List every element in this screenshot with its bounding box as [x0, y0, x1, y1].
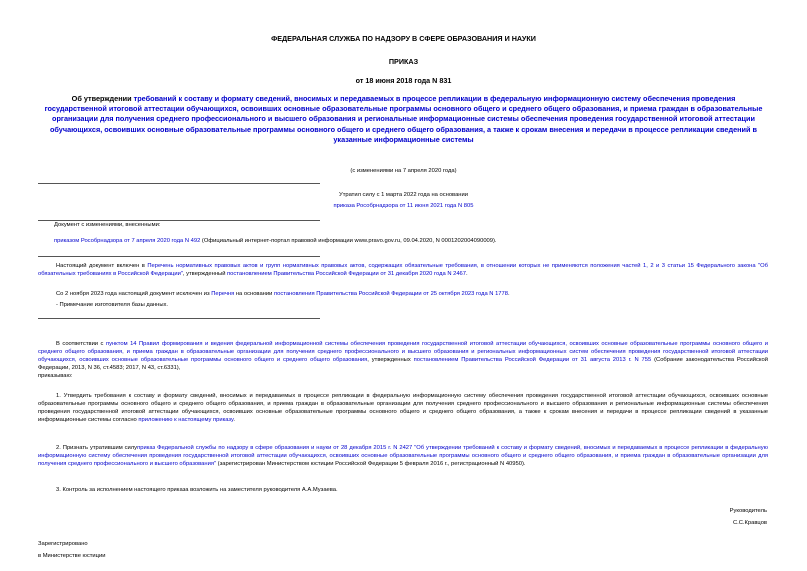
- title-requirements-link[interactable]: требований к составу и формату сведений, вносимых и передаваемых в процессе репликации в федеральную информационную систему обеспечения проведения государственной итоговой аттестации обучающихся, освоивших основные образовательные программы основного общего и среднего общего образования, и приема граждан в образовательные организации для получения среднего профессионального и высшего образования и региональные информационные системы обеспечения проведения государственной итоговой аттестации обучающихся, освоивших основные образовательные программы основного общего и среднего общего образования, а также к срокам внесения и передачи в процессе репликации сведений в указанные информационные системы: [44, 94, 763, 144]
- changes-source: (Официальный интернет-портал правовой информации www.pravo.gov.ru, 09.04.2020, N 0001202004090009).: [200, 238, 497, 244]
- divider: [38, 183, 320, 184]
- government-decree-2467-link[interactable]: постановлением Правительства Российской Федерации от 31 декабря 2020 года N 2467: [227, 270, 467, 277]
- signatory-role: Руководитель: [729, 508, 767, 514]
- database-note: - Примечание изготовителя базы данных.: [56, 302, 169, 308]
- clause-3: 3. Контроль за исполнением настоящего приказа возложить на заместителя руководителя А.А.Музаева.: [56, 487, 338, 493]
- note-text: .: [507, 291, 510, 297]
- divider: [38, 220, 320, 221]
- changes-line: [54, 238, 784, 246]
- amendment-note: (с изменениями на 7 апреля 2020 года): [350, 168, 457, 174]
- preamble: [38, 341, 768, 381]
- body-text: 1. Утвердить требования к составу и формату сведений, вносимых и передаваемых в процессе репликации в федеральную информационную систему обеспечения проведения государственной итоговой аттестации обучающихся, освоивших основные образовательные программы основного общего и среднего общего образования, и приема граждан в образовательные организации для получения среднего профессионального и высшего образования и региональные информационные системы обеспечения проведения государственной итоговой аттестации обучающихся, освоивших основные образовательные программы основного общего и среднего общего образования, а также к срокам внесения и передачи в процессе репликации сведений в указанные информационные системы согласно: [38, 393, 768, 423]
- note-text: на основании: [234, 291, 274, 297]
- registration-label: Зарегистрировано: [38, 541, 88, 547]
- document-title: [44, 94, 763, 145]
- body-text: , утвержденных: [367, 356, 414, 363]
- appendix-link[interactable]: приложению к настоящему приказу: [138, 416, 234, 423]
- body-text: В соответствии с: [56, 341, 106, 347]
- government-decree-1778-link[interactable]: постановления Правительства Российской Федерации от 25 октября 2023 года N 1778: [273, 291, 508, 297]
- divider: [38, 256, 320, 257]
- clause-1: [38, 393, 768, 425]
- title-prefix: Об утверждении: [71, 94, 134, 103]
- registration-ministry: в Министерстве юстиции: [38, 553, 106, 559]
- document-type: ПРИКАЗ: [388, 57, 419, 66]
- changes-label: Документ с изменениями, внесенными:: [54, 222, 161, 228]
- list-of-acts-link[interactable]: Перечень нормативных правовых актов и групп нормативных правовых актов, содержащих обязательные требования, в отношении которых не применяются положения частей 1, 2 и 3 статьи 15 Федерального закона "Об обязательных требованиях в Российской Федерации": [38, 263, 768, 277]
- repeal-order-link[interactable]: приказа Рособрнадзора от 11 июня 2021 года N 805: [333, 203, 474, 209]
- body-text: (Собрание законодательства Российской Федерации, 2013, N 36, ст.4583; 2017, N 43, ст.6331),: [38, 356, 768, 371]
- note-text: .: [466, 270, 468, 277]
- body-text: .: [233, 416, 235, 423]
- rules-clause-14-link[interactable]: пунктом 14 Правил формирования и ведения федеральной информационной системы обеспечения проведения государственной итоговой аттестации обучающихся, освоивших основные образовательные программы основного общего и среднего общего образования, и приема граждан в образовательные организации для получения среднего профессионального и высшего образования и региональных информационных систем обеспечения проведения государственной итоговой аттестации обучающихся, освоивших основные образовательные программы основного общего и среднего общего образования: [38, 341, 769, 363]
- note-text: Со 2 ноября 2023 года настоящий документ исключен из: [56, 291, 212, 297]
- note-exclusion: [38, 291, 768, 299]
- body-text: (зарегистрирован Министерством юстиции Российской Федерации 5 февраля 2016 г., регистрационный N 40950).: [216, 460, 526, 467]
- note-text: Настоящий документ включен в: [56, 263, 148, 269]
- note-text: , утвержденный: [182, 270, 228, 277]
- government-decree-755-link[interactable]: постановлением Правительства Российской Федерации от 31 августа 2013 г. N 755: [413, 356, 652, 363]
- agency-name: ФЕДЕРАЛЬНАЯ СЛУЖБА ПО НАДЗОРУ В СФЕРЕ ОБРАЗОВАНИЯ И НАУКИ: [271, 34, 536, 43]
- document-date: от 18 июня 2018 года N 831: [355, 76, 452, 85]
- list-link[interactable]: Перечня: [211, 291, 235, 297]
- status-line: Утратил силу с 1 марта 2022 года на основании: [339, 192, 468, 198]
- order-2427-link[interactable]: приказ Федеральной службы по надзору в сфере образования и науки от 28 декабря 2015 г. N 2427 "Об утверждении требований к составу и формату сведений, вносимых и передаваемых в процессе репликации в федеральную информационную систему обеспечения проведения государственной итоговой аттестации обучающихся, освоивших основные образовательные программы основного общего и среднего общего образования, и приема граждан в образовательные организации для получения среднего профессионального и высшего образования": [38, 445, 768, 467]
- signatory-name: С.С.Кравцов: [732, 520, 767, 526]
- amending-order-link[interactable]: приказом Рособрнадзора от 7 апреля 2020 года N 492: [54, 238, 201, 244]
- clause-2: [38, 445, 768, 469]
- note-inclusion: [38, 263, 768, 279]
- order-verb: приказываю:: [38, 372, 73, 379]
- divider: [38, 318, 320, 319]
- body-text: 2. Признать утратившим силу: [56, 445, 138, 451]
